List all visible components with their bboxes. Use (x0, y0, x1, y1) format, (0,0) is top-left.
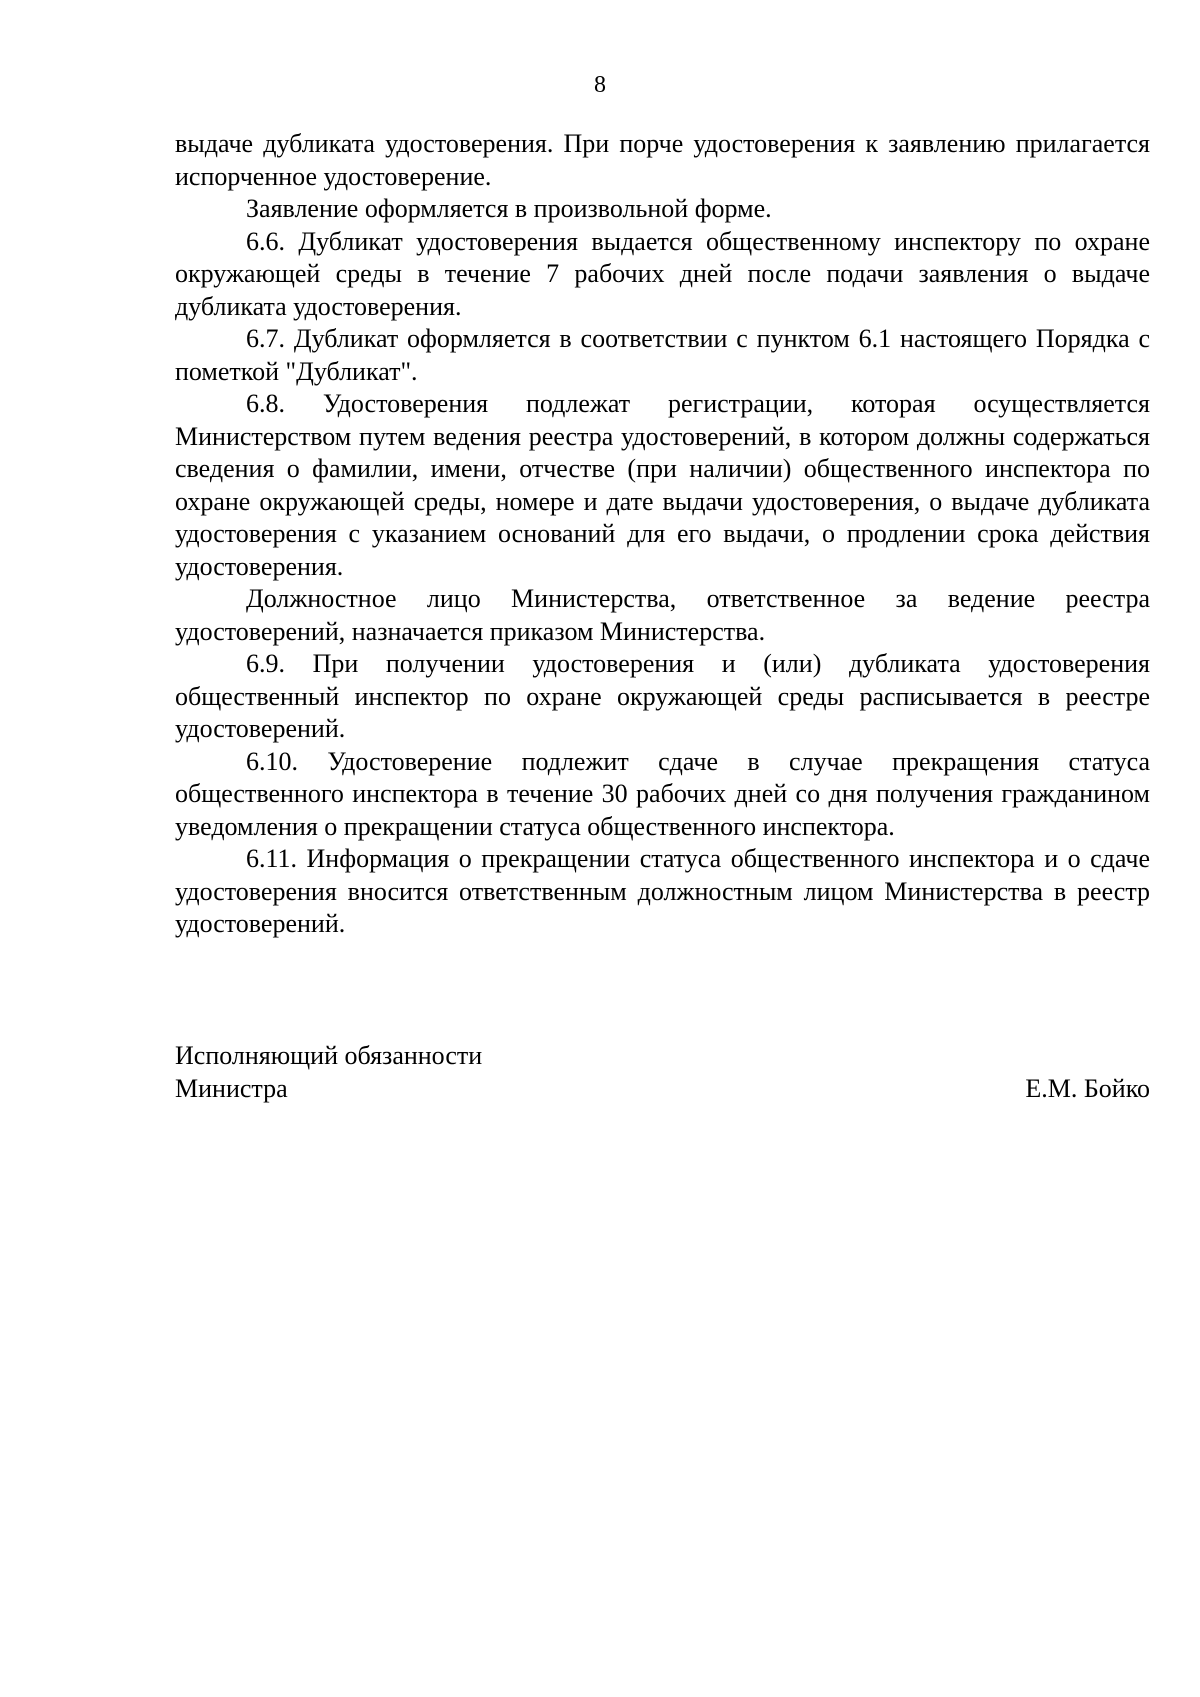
paragraph-6-11: 6.11. Информация о прекращении статуса общественного инспектора и о сдаче удостоверения вносится ответственным должностным лицом Министерства в реестр удостоверений. (175, 844, 1150, 938)
paragraph-6-9: 6.9. При получении удостоверения и (или) дубликата удостоверения общественный инспектор по охране окружающей среды расписывается в реестре удостоверений. (175, 649, 1150, 743)
signature-block (175, 1040, 1150, 1105)
paragraph: Должностное лицо Министерства, ответственное за ведение реестра удостоверений, назначается приказом Министерства. (175, 584, 1150, 646)
page-number: 8 (594, 72, 606, 98)
document-body (175, 128, 1150, 941)
paragraph-6-8: 6.8. Удостоверения подлежат регистрации, которая осуществляется Министерством путем ведения реестра удостоверений, в котором должны содержаться сведения о фамилии, имени, отчестве (при наличии) общественного инспектора по охране окружающей среды, номере и дате выдачи удостоверения, о выдаче дубликата удостоверения с указанием оснований для его выдачи, о продлении срока действия удостоверения. (175, 389, 1150, 581)
paragraph: выдаче дубликата удостоверения. При порче удостоверения к заявлению прилагается испорченное удостоверение. (175, 129, 1150, 191)
signatory-name: Е.М. Бойко (1025, 1073, 1150, 1103)
signature-row (175, 1073, 1150, 1106)
paragraph: Заявление оформляется в произвольной форме. (246, 194, 772, 223)
paragraph-6-10: 6.10. Удостоверение подлежит сдаче в случае прекращения статуса общественного инспектора в течение 30 рабочих дней со дня получения гражданином уведомления о прекращении статуса общественного инспектора. (175, 746, 1150, 841)
signatory-title-line1: Исполняющий обязанности (175, 1041, 483, 1070)
paragraph-6-7: 6.7. Дубликат оформляется в соответствии с пунктом 6.1 настоящего Порядка с пометкой "Дубликат". (175, 324, 1150, 386)
signatory-title-line2: Министра (175, 1073, 288, 1103)
paragraph-6-6: 6.6. Дубликат удостоверения выдается общественному инспектору по охране окружающей среды в течение 7 рабочих дней после подачи заявления о выдаче дубликата удостоверения. (175, 226, 1150, 321)
